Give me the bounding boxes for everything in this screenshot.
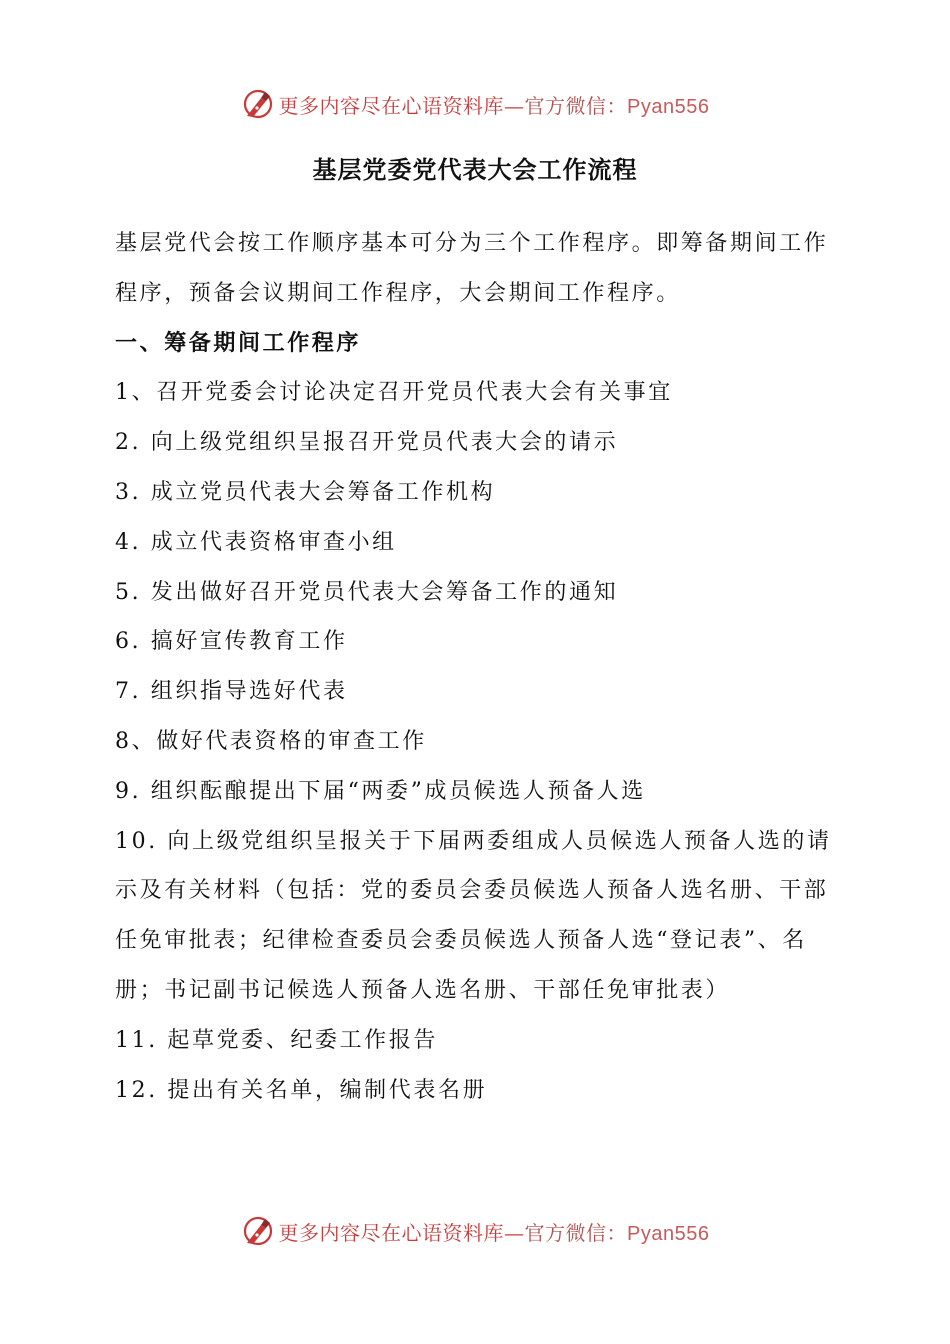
watermark-dash: — [504, 1220, 525, 1245]
pen-nib-logo-icon [241, 87, 275, 121]
document-title: 基层党委党代表大会工作流程 [312, 156, 638, 184]
list-item: 12. 提出有关名单，编制代表名册 [115, 1077, 488, 1103]
list-item: 9. 组织酝酿提出下届“两委”成员候选人预备人选 [115, 778, 646, 804]
list-item: 2. 向上级党组织呈报召开党员代表大会的请示 [115, 430, 619, 456]
watermark-text [279, 90, 710, 119]
list-item: 3. 成立党员代表大会筹备工作机构 [115, 479, 496, 505]
section-heading: 一、筹备期间工作程序 [115, 330, 362, 356]
document-body [115, 219, 835, 1115]
watermark-text [279, 1217, 710, 1246]
watermark-main: 更多内容尽在心语资料库 [278, 1220, 505, 1245]
header-watermark-banner [0, 84, 950, 124]
list-item: 11. 起草党委、纪委工作报告 [115, 1027, 438, 1053]
list-item: 5. 发出做好召开党员代表大会筹备工作的通知 [115, 579, 619, 605]
list-item: 8、做好代表资格的审查工作 [115, 728, 427, 754]
footer-watermark-banner [0, 1211, 950, 1251]
list-item: 7. 组织指导选好代表 [115, 679, 348, 705]
list-item: 1、召开党委会讨论决定召开党员代表大会有关事宜 [115, 380, 673, 406]
list-item: 4. 成立代表资格审查小组 [115, 529, 397, 555]
list-item: 10. 向上级党组织呈报关于下届两委组成人员候选人预备人选的请示及有关材料（包括：党的委员会委员候选人预备人选名册、干部任免审批表；纪律检查委员会委员候选人预备人选“登记表”、名册；书记副书记候选人预备人选名册、干部任免审批表） [115, 828, 832, 1003]
watermark-main: 更多内容尽在心语资料库 [278, 93, 505, 118]
pen-nib-logo-icon [241, 1214, 275, 1248]
list-item: 6. 搞好宣传教育工作 [115, 629, 348, 655]
watermark-official-label: 官方微信： [524, 93, 628, 118]
intro-paragraph: 基层党代会按工作顺序基本可分为三个工作程序。即筹备期间工作程序，预备会议期间工作程序，大会期间工作程序。 [115, 231, 829, 306]
watermark-official-label: 官方微信： [524, 1220, 628, 1245]
watermark-wechat-id: Pyan556 [627, 95, 710, 118]
watermark-wechat-id: Pyan556 [627, 1222, 710, 1245]
watermark-dash: — [504, 93, 525, 118]
